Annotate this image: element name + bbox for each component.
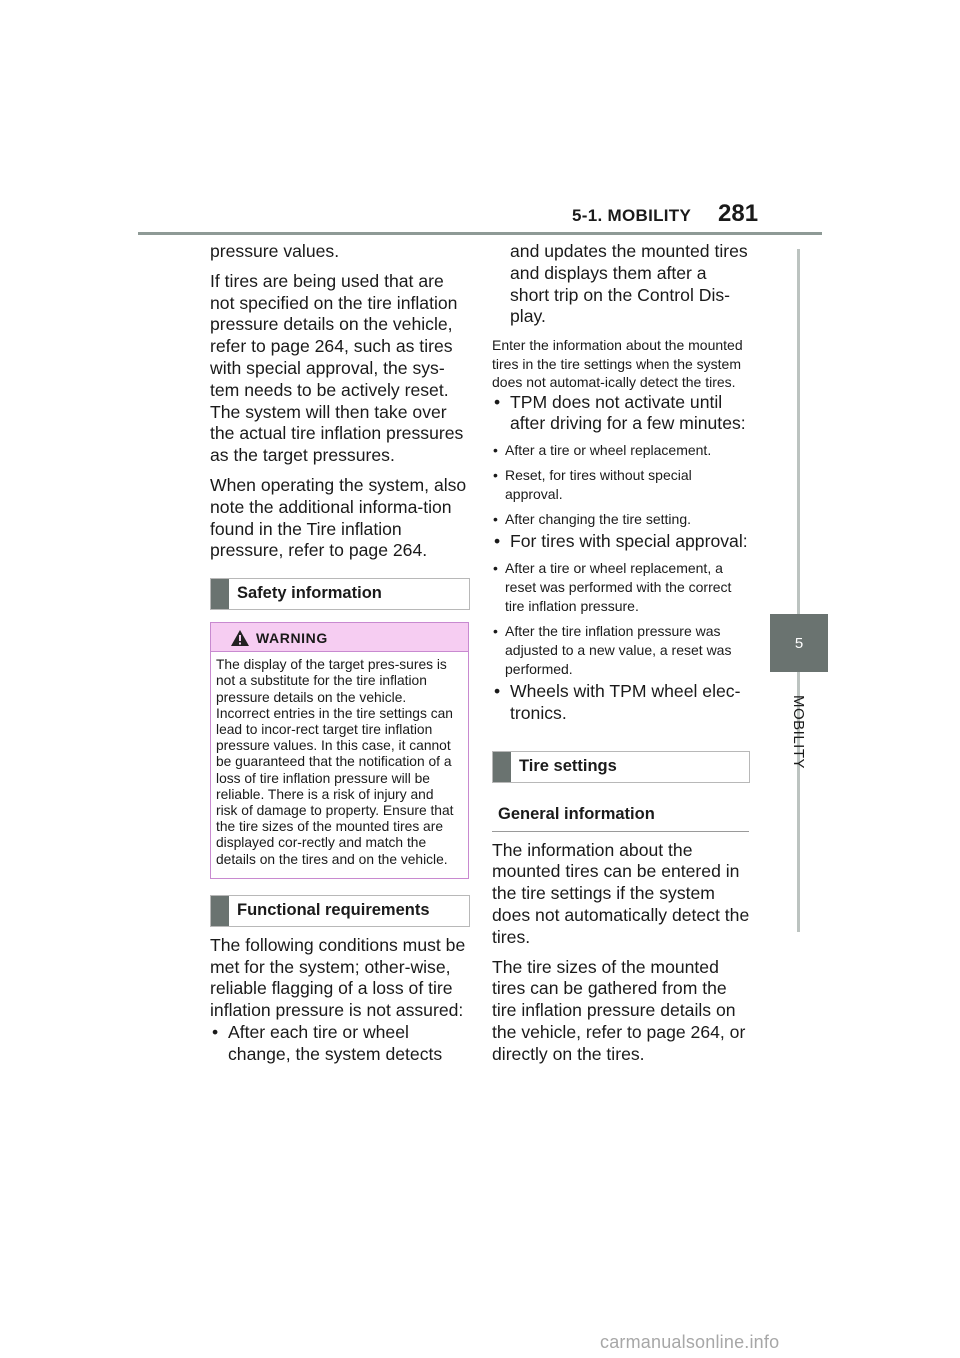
sub-list [492, 559, 750, 679]
subheading-general [492, 797, 749, 832]
heading-bar [211, 579, 229, 609]
right-column [492, 241, 750, 1074]
list-item: • TPM does not activate until after driving for a few minutes: [492, 392, 750, 436]
header-divider [138, 232, 822, 235]
bullet-list [492, 392, 750, 436]
left-column [210, 241, 472, 1066]
list-item: • After changing the tire setting. [492, 510, 750, 529]
chapter-tab[interactable]: 5 [770, 614, 828, 672]
list-item: • Reset, for tires without special approval. [492, 466, 750, 504]
paragraph: The following conditions must be met for the system; other-wise, reliable flagging of a loss of tire inflation pressure is not assured: [210, 934, 466, 1021]
chapter-label: MOBILITY [790, 695, 807, 770]
section-heading-safety [210, 578, 470, 610]
bullet-list [210, 1022, 472, 1066]
section-heading-tire-settings [492, 751, 750, 783]
watermark-text: carmanualsonline.info [600, 1332, 780, 1352]
list-item: • After a tire or wheel replacement, a reset was performed with the correct tire inflation pressure. [492, 559, 750, 616]
bullet-list [492, 681, 750, 725]
paragraph: The information about the mounted tires can be entered in the tire settings if the system does not automatically detect the tires. [492, 839, 750, 947]
warning-box [210, 622, 469, 879]
heading-text: Safety information [237, 584, 382, 603]
side-divider-top [797, 249, 800, 614]
heading-text: Tire settings [519, 756, 617, 775]
heading-bar [493, 752, 511, 782]
list-item: • Wheels with TPM wheel elec-tronics. [492, 681, 750, 725]
list-item: • After each tire or wheel change, the system detects [210, 1022, 472, 1066]
warning-triangle-icon [230, 629, 250, 647]
note-text: Enter the information about the mounted tires in the tire settings when the system does not automat-ically detect the tires. [492, 337, 743, 391]
subheading-text: General information [498, 804, 655, 823]
list-item: • After a tire or wheel replacement. [492, 441, 750, 460]
paragraph: The tire sizes of the mounted tires can be gathered from the tire inflation pressure details on the vehicle, refer to page 264, or directly on the tires. [492, 956, 746, 1064]
sub-list [492, 441, 750, 529]
heading-text: Functional requirements [237, 900, 430, 919]
warning-header [211, 623, 468, 652]
section-heading-functional [210, 895, 470, 927]
page-number: 281 [718, 200, 759, 227]
warning-text: The display of the target pres-sures is not a substitute for the tire inflation pressure details on the vehicle. Incorrect entries in the tire settings can lead to incor-rect target tire inflation pressure values. In this case, it cannot be guaranteed that the notification of a loss of tire inflation pressure will be reliable. There is a risk of injury and risk of damage to property. Ensure that the tire sizes of the mounted tires are displayed cor-rectly and match the details on the tires and on the vehicle. [216, 657, 454, 867]
list-item: • For tires with special approval: [492, 531, 750, 553]
section-title: 5-1. MOBILITY [572, 206, 692, 225]
paragraph: and updates the mounted tires and displays them after a short trip on the Control Dis-play. [510, 241, 748, 327]
paragraph: When operating the system, also note the additional informa-tion found in the Tire inflation pressure, refer to page 264. [210, 474, 467, 561]
paragraph: pressure values. [210, 241, 340, 261]
bullet-list [492, 531, 750, 553]
warning-label: WARNING [256, 630, 328, 647]
paragraph: If tires are being used that are not specified on the tire inflation pressure details on the vehicle, refer to page 264, such as tires with special approval, the sys-tem needs to be actively reset. The system will then take over the actual tire inflation pressures as the target pressures. [210, 270, 464, 466]
heading-bar [211, 896, 229, 926]
list-item: • After the tire inflation pressure was adjusted to a new value, a reset was performed. [492, 622, 750, 679]
